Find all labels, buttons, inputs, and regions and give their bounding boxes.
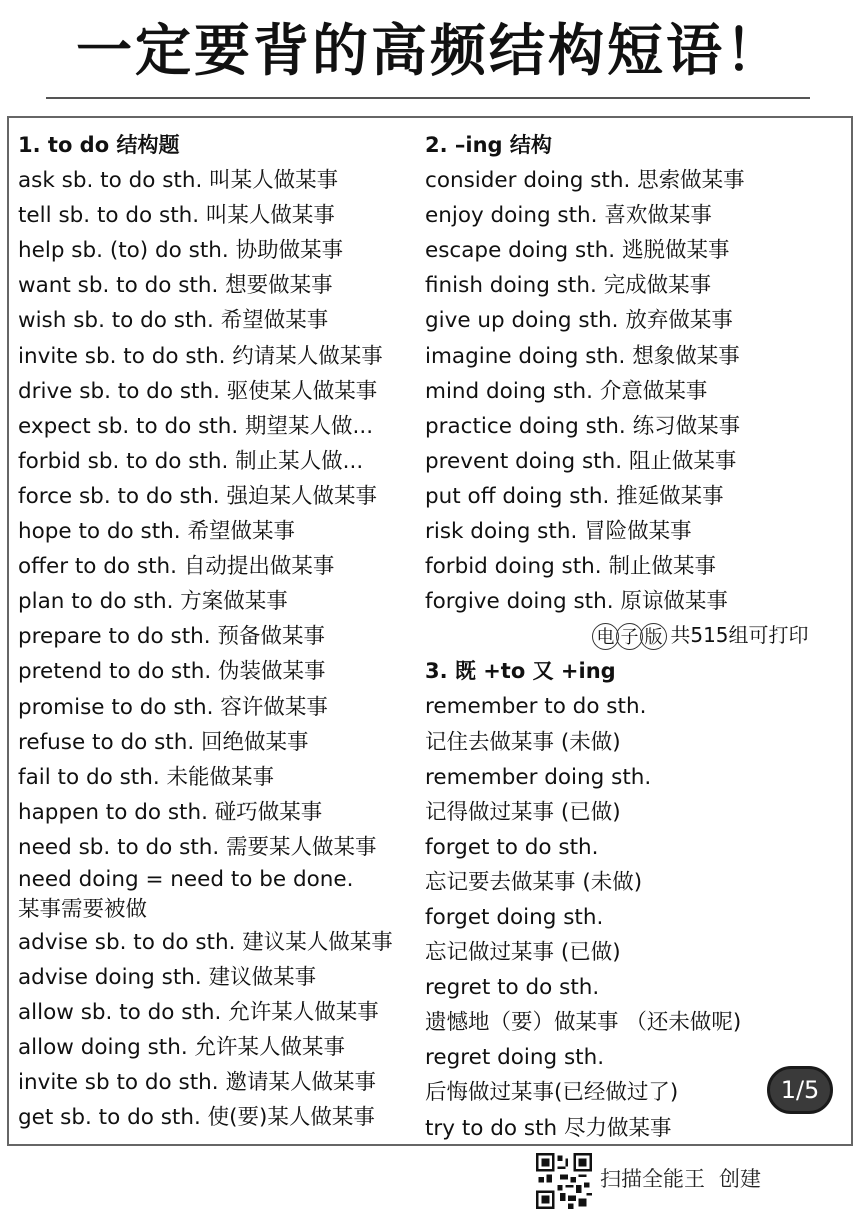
list-item: prepare to do sth. 预备做某事: [18, 624, 325, 650]
promo-circle-char: 版: [640, 623, 667, 650]
section-heading-to-do: 1. to do 结构题: [18, 133, 180, 157]
list-item: 记住去做某事 (未做): [425, 729, 621, 755]
list-item: forget doing sth.: [425, 904, 604, 930]
list-item: regret to do sth.: [425, 975, 600, 1001]
title-divider: [46, 97, 810, 99]
list-item: 后悔做过某事(已经做过了): [425, 1080, 679, 1106]
list-item: remember to do sth.: [425, 694, 647, 720]
list-item: invite sb to do sth. 邀请某人做某事: [18, 1070, 376, 1096]
scanner-watermark: [600, 1164, 761, 1194]
list-item: wish sb. to do sth. 希望做某事: [18, 308, 329, 334]
list-item: promise to do sth. 容许做某事: [18, 694, 328, 720]
list-item: offer to do sth. 自动提出做某事: [18, 554, 335, 580]
list-item: allow doing sth. 允许某人做某事: [18, 1035, 346, 1061]
list-item: risk doing sth. 冒险做某事: [425, 519, 692, 545]
list-item: get sb. to do sth. 使(要)某人做某事: [18, 1105, 375, 1131]
list-item: enjoy doing sth. 喜欢做某事: [425, 203, 712, 229]
left-column: [18, 128, 422, 1136]
scanner-action: 创建: [719, 1167, 761, 1191]
list-item: 忘记要去做某事 (未做): [425, 869, 643, 895]
list-item: remember doing sth.: [425, 764, 652, 790]
page-indicator-badge: 1/5: [767, 1066, 833, 1114]
list-item: 忘记做过某事 (已做): [425, 940, 621, 966]
qr-code-icon: [536, 1153, 592, 1209]
list-item: fail to do sth. 未能做某事: [18, 764, 275, 790]
list-item: prevent doing sth. 阻止做某事: [425, 448, 737, 474]
list-item: hope to do sth. 希望做某事: [18, 519, 295, 545]
list-item: escape doing sth. 逃脱做某事: [425, 238, 730, 264]
list-item: regret doing sth.: [425, 1045, 605, 1071]
list-item: force sb. to do sth. 强迫某人做某事: [18, 483, 377, 509]
list-item: tell sb. to do sth. 叫某人做某事: [18, 203, 335, 229]
list-item: want sb. to do sth. 想要做某事: [18, 273, 333, 299]
list-item: advise doing sth. 建议做某事: [18, 965, 317, 991]
list-item: refuse to do sth. 回绝做某事: [18, 729, 309, 755]
list-item: plan to do sth. 方案做某事: [18, 589, 288, 615]
promo-circle-char: 电: [592, 623, 619, 650]
list-item: happen to do sth. 碰巧做某事: [18, 799, 323, 825]
list-item: forget to do sth.: [425, 834, 599, 860]
list-item: forbid doing sth. 制止做某事: [425, 554, 716, 580]
list-item: 遗憾地（要）做某事 （还未做呢): [425, 1010, 742, 1036]
section-heading-ing: 2. –ing 结构: [425, 133, 552, 157]
list-item: drive sb. to do sth. 驱使某人做某事: [18, 378, 378, 404]
list-item: invite sb. to do sth. 约请某人做某事: [18, 343, 383, 369]
list-item: give up doing sth. 放弃做某事: [425, 308, 733, 334]
promo-note: [592, 618, 809, 652]
list-item: ask sb. to do sth. 叫某人做某事: [18, 168, 339, 194]
promo-circle-char: 子: [616, 623, 643, 650]
list-item: help sb. (to) do sth. 协助做某事: [18, 238, 344, 264]
list-item: mind doing sth. 介意做某事: [425, 378, 708, 404]
scanner-app-name: 扫描全能王: [600, 1167, 705, 1191]
list-item: consider doing sth. 思索做某事: [425, 168, 745, 194]
list-item: need sb. to do sth. 需要某人做某事: [18, 834, 377, 860]
list-item-need-doing-cn: 某事需要被做: [18, 896, 148, 922]
list-item: put off doing sth. 推延做某事: [425, 483, 724, 509]
list-item: finish doing sth. 完成做某事: [425, 273, 712, 299]
list-item: expect sb. to do sth. 期望某人做...: [18, 413, 374, 439]
list-item: advise sb. to do sth. 建议某人做某事: [18, 929, 393, 955]
list-item: allow sb. to do sth. 允许某人做某事: [18, 1000, 379, 1026]
list-item: forgive doing sth. 原谅做某事: [425, 589, 728, 615]
list-item: practice doing sth. 练习做某事: [425, 413, 741, 439]
list-item: 记得做过某事 (已做): [425, 799, 621, 825]
list-item-need-doing: need doing = need to be done.: [18, 866, 354, 892]
list-item: pretend to do sth. 伪装做某事: [18, 659, 326, 685]
list-item: try to do sth 尽力做某事: [425, 1115, 672, 1141]
page-title: 一定要背的高频结构短语！: [76, 19, 784, 84]
promo-text: 共515组可打印: [670, 623, 809, 647]
list-item: forbid sb. to do sth. 制止某人做...: [18, 448, 364, 474]
list-item: imagine doing sth. 想象做某事: [425, 343, 740, 369]
section-heading-both: 3. 既 +to 又 +ing: [425, 659, 616, 684]
